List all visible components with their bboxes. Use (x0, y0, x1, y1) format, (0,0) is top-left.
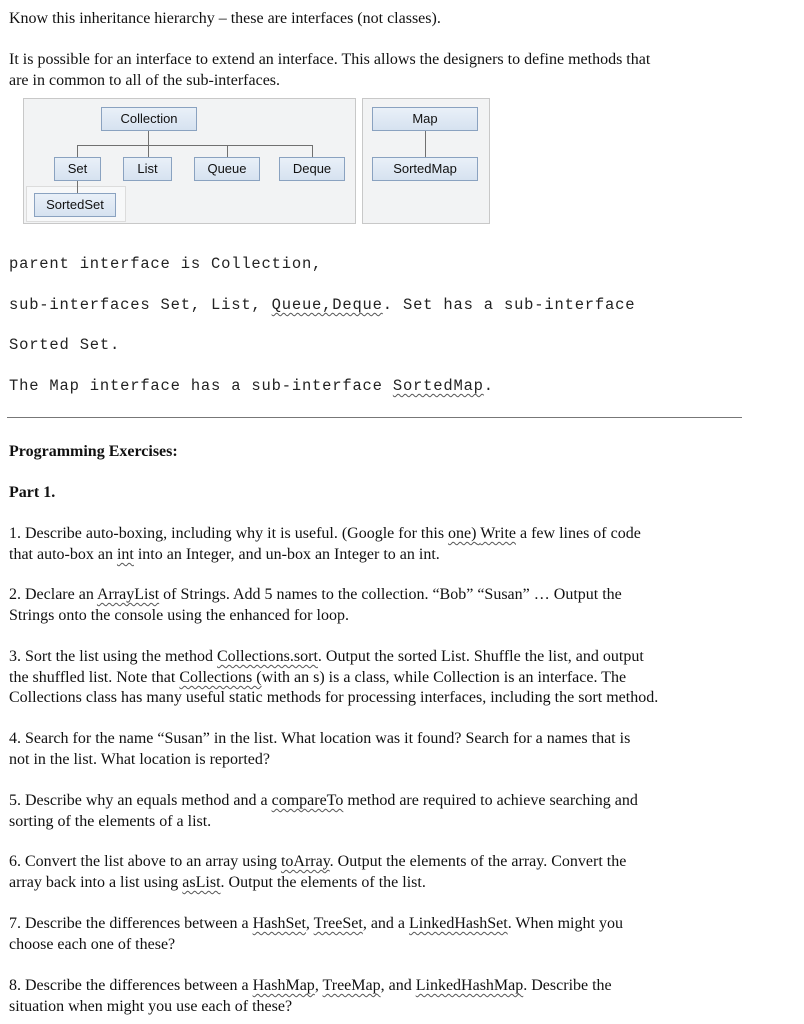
exercise-7-line-1: 7. Describe the differences between a HashSet, TreeSet, and a LinkedHashSet. When might you (9, 915, 623, 932)
exercise-3-line-3: Collections class has many useful static methods for processing interfaces, including the sort method. (9, 689, 659, 706)
connector (148, 145, 149, 157)
exercise-3-line-1: 3. Sort the list using the method Collections.sort. Output the sorted List. Shuffle the list, and output (9, 648, 644, 665)
node-set: Set (54, 157, 101, 181)
connector (77, 145, 78, 157)
code-line-1: parent interface is Collection, (9, 255, 323, 273)
code-line-4: The Map interface has a sub-interface SortedMap. (9, 377, 494, 395)
exercise-5-line-1: 5. Describe why an equals method and a compareTo method are required to achieve searching and (9, 792, 638, 809)
node-map: Map (372, 107, 478, 131)
exercise-8-line-2: situation when might you use each of these? (9, 998, 293, 1015)
intro-paragraph-line-1: It is possible for an interface to extend an interface. This allows the designers to define methods that (9, 51, 651, 68)
exercise-6-line-1: 6. Convert the list above to an array using toArray. Output the elements of the array. Convert the (9, 853, 627, 870)
exercise-7-line-2: choose each one of these? (9, 936, 176, 953)
node-list: List (123, 157, 172, 181)
exercise-4-line-1: 4. Search for the name “Susan” in the list. What location was it found? Search for a names that is (9, 730, 631, 747)
node-deque: Deque (279, 157, 345, 181)
node-queue: Queue (194, 157, 260, 181)
divider (7, 417, 742, 418)
exercise-2-line-2: Strings onto the console using the enhanced for loop. (9, 607, 349, 624)
code-line-3: Sorted Set. (9, 336, 121, 354)
code-line-2: sub-interfaces Set, List, Queue,Deque. Set has a sub-interface (9, 296, 636, 314)
connector (77, 181, 78, 193)
part-heading: Part 1. (9, 484, 56, 501)
exercise-4-line-2: not in the list. What location is reported? (9, 751, 270, 768)
node-sortedset: SortedSet (34, 193, 116, 217)
connector (227, 145, 228, 157)
exercises-heading: Programming Exercises: (9, 443, 178, 460)
exercise-3-line-2: the shuffled list. Note that Collections (with an s) is a class, while Collection is an interface. The (9, 669, 627, 686)
exercise-5-line-2: sorting of the elements of a list. (9, 813, 212, 830)
exercise-1-line-1: 1. Describe auto-boxing, including why it is useful. (Google for this one) Write a few lines of code (9, 525, 641, 542)
connector (148, 131, 149, 145)
connector (425, 131, 426, 157)
exercise-8-line-1: 8. Describe the differences between a HashMap, TreeMap, and LinkedHashMap. Describe the (9, 977, 612, 994)
exercise-1-line-2: that auto-box an int into an Integer, and un-box an Integer to an int. (9, 546, 440, 563)
exercise-6-line-2: array back into a list using asList. Output the elements of the list. (9, 874, 426, 891)
node-collection: Collection (101, 107, 197, 131)
intro-paragraph-line-2: are in common to all of the sub-interfaces. (9, 72, 281, 89)
connector (77, 145, 313, 146)
intro-title: Know this inheritance hierarchy – these are interfaces (not classes). (9, 10, 441, 27)
exercise-2-line-1: 2. Declare an ArrayList of Strings. Add 5 names to the collection. “Bob” “Susan” … Output the (9, 586, 622, 603)
connector (312, 145, 313, 157)
node-sortedmap: SortedMap (372, 157, 478, 181)
